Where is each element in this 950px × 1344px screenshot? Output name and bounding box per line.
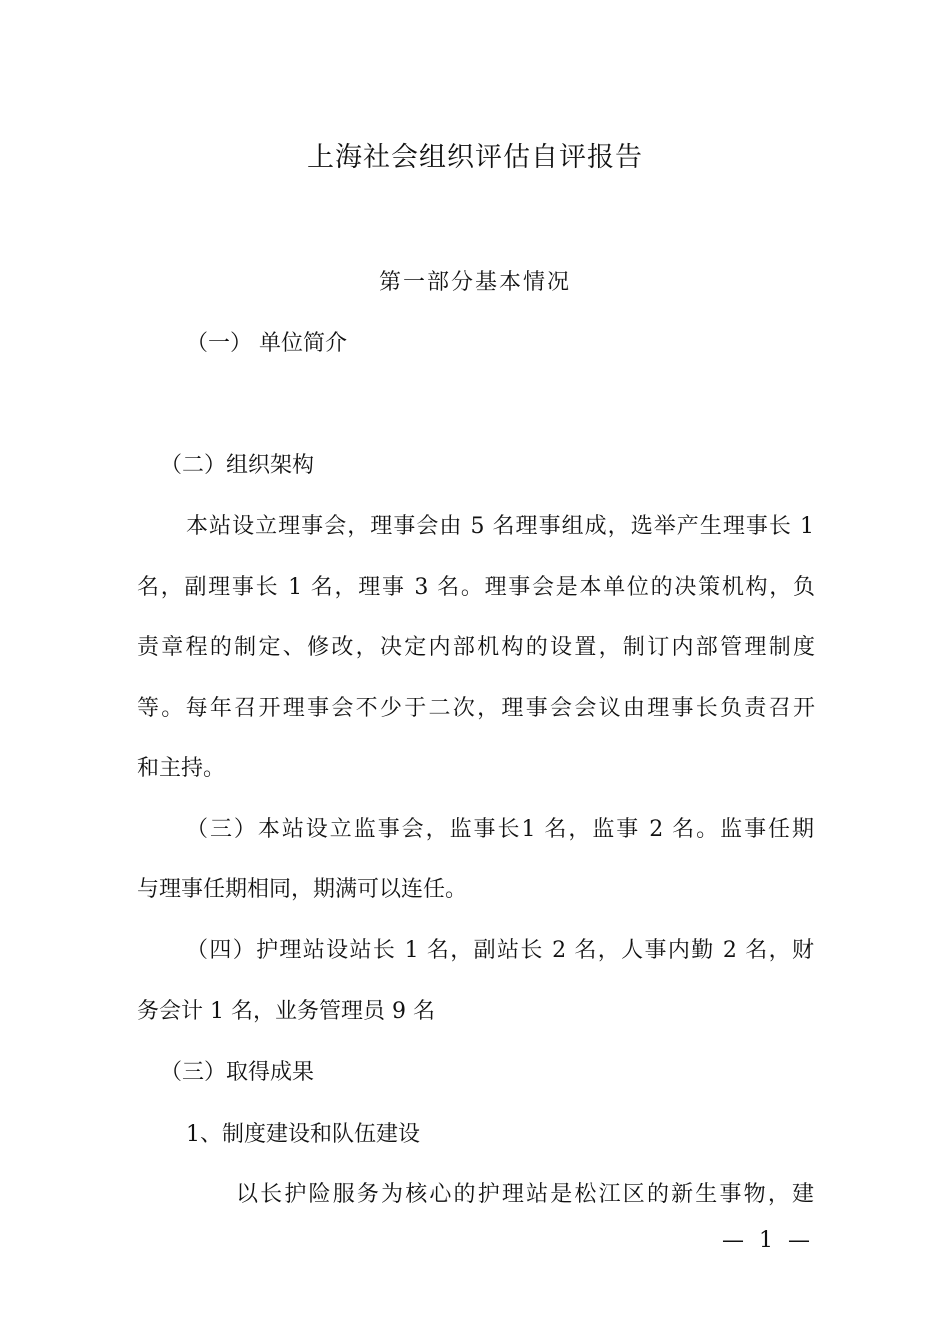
paragraph-line: 以长护险服务为核心的护理站是松江区的新生事物，建: [236, 1182, 814, 1207]
paragraph-line: 等。每年召开理事会不少于二次，理事会会议由理事长负责召开: [137, 696, 815, 721]
paragraph-line: （四）护理站设站长 1 名，副站长 2 名，人事内勤 2 名，财: [186, 938, 814, 963]
paragraph-line: 与理事任期相同，期满可以连任。: [137, 877, 468, 902]
section-heading-achievements: （三）取得成果: [160, 1060, 315, 1085]
paragraph-line: 本站设立理事会，理事会由 5 名理事组成，选举产生理事长 1: [186, 514, 814, 539]
part-heading: 第一部分基本情况: [378, 270, 571, 295]
paragraph-line: 务会计 1 名，业务管理员 9 名: [137, 999, 435, 1024]
section-heading-unit-intro: （一） 单位简介: [186, 331, 347, 356]
subsection-heading: 1、制度建设和队伍建设: [186, 1122, 420, 1147]
paragraph-line: 名，副理事长 1 名，理事 3 名。理事会是本单位的决策机构，负: [137, 575, 815, 600]
document-title: 上海社会组织评估自评报告: [307, 142, 643, 173]
paragraph-line: 责章程的制定、修改，决定内部机构的设置，制订内部管理制度: [137, 635, 815, 660]
paragraph-line: 和主持。: [137, 756, 226, 781]
page-number: — 1 —: [722, 1228, 814, 1253]
section-heading-org-structure: （二）组织架构: [160, 453, 315, 478]
paragraph-line: （三）本站设立监事会，监事长1 名，监事 2 名。监事任期: [186, 817, 814, 842]
